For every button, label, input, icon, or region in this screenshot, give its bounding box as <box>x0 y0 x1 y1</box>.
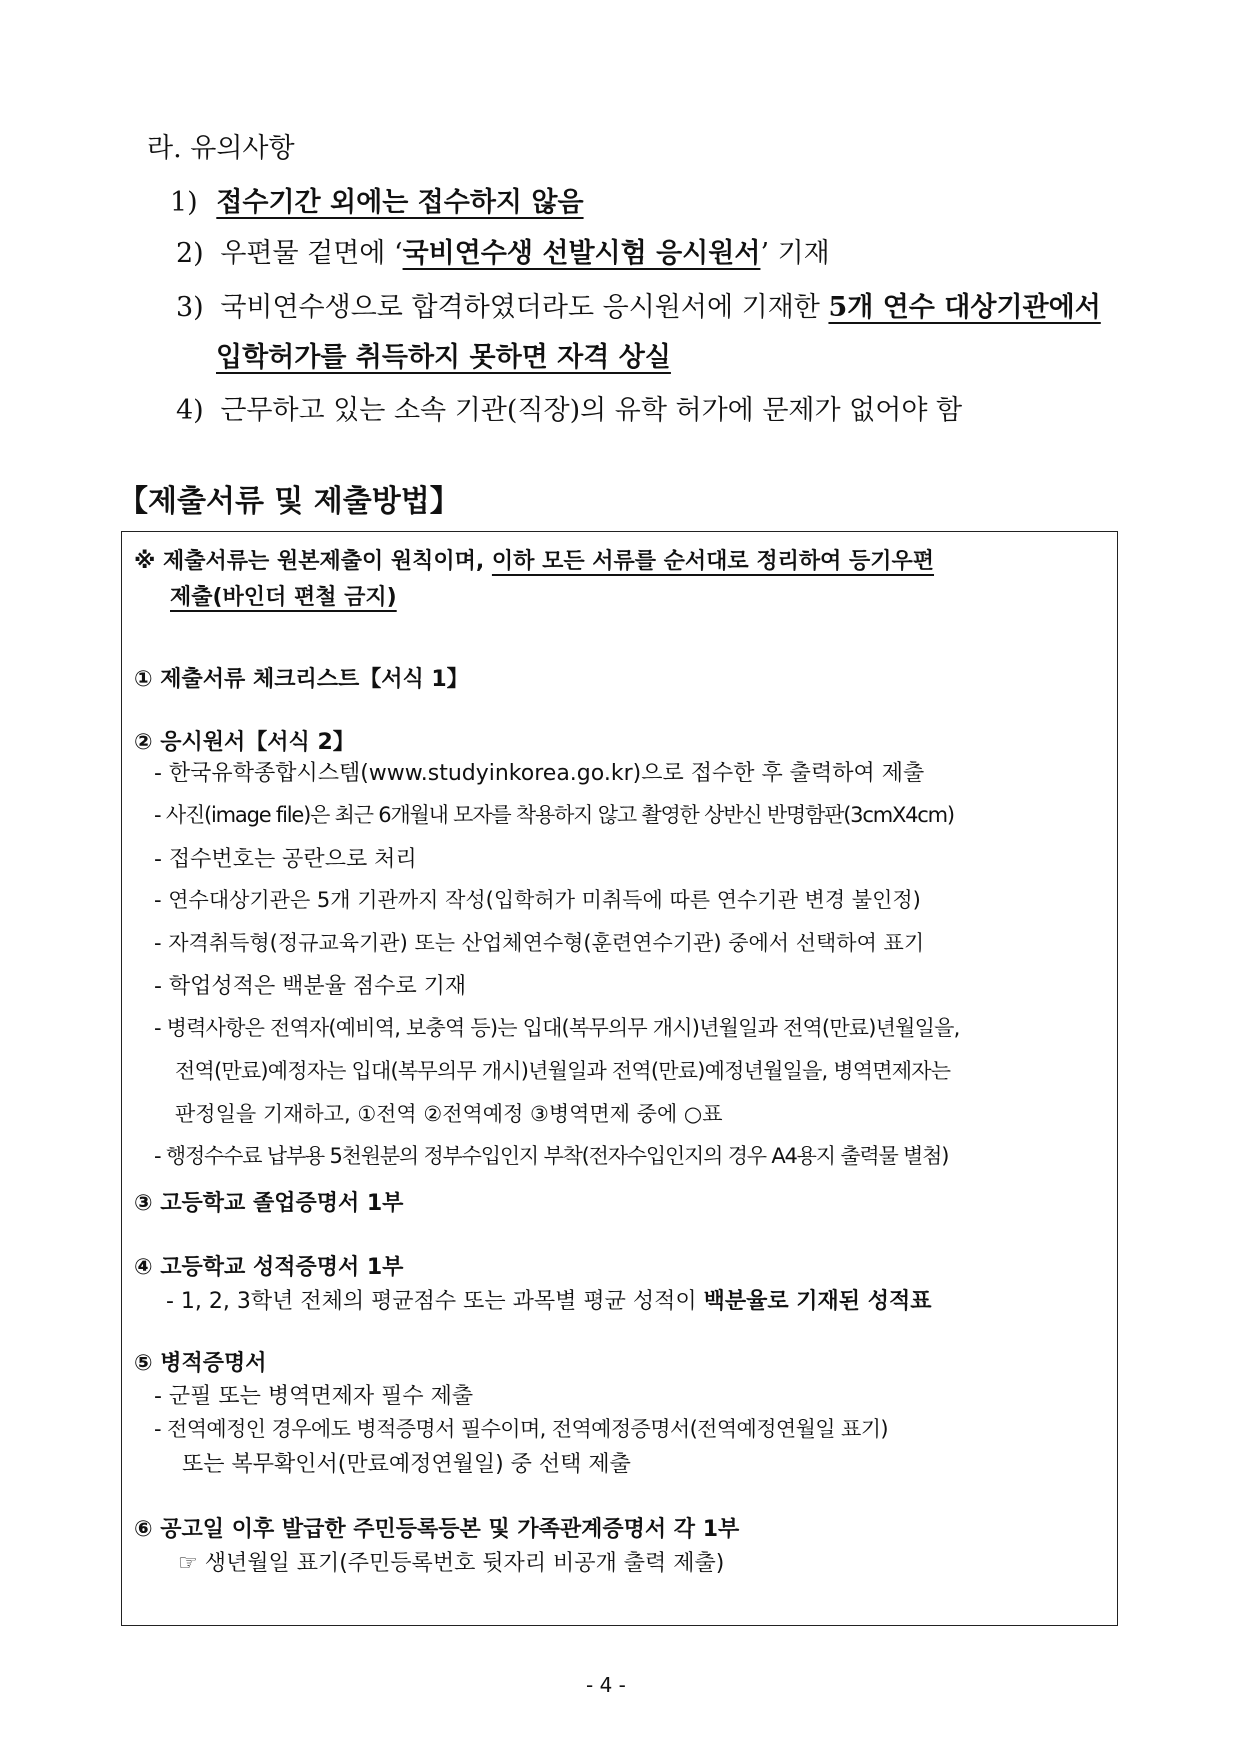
page-number: - 4 - <box>586 1673 626 1697</box>
s2-item: - 행정수수료 납부용 5천원분의 정부수입인지 부착(전자수입인지의 경우 A4용지 출력물 별첨) <box>154 1144 949 1168</box>
box-intro-line2: 제출(바인더 편철 금지) <box>170 585 397 610</box>
note-num: 3) <box>176 292 204 323</box>
note-num: 4) <box>176 395 204 426</box>
note-num: 1) <box>170 187 198 218</box>
box-intro-line1 <box>134 544 934 575</box>
note-item-3-cont: 입학허가를 취득하지 못하면 자격 상실 <box>216 342 671 373</box>
s2-item-cont: 전역(만료)예정자는 입대(복무의무 개시)년월일과 전역(만료)예정년월일을, 병역면제자는 <box>175 1059 951 1083</box>
note-text-bold: 국비연수생 선발시험 응시원서 <box>402 238 761 269</box>
note-text: 근무하고 있는 소속 기관(직장)의 유학 허가에 문제가 없어야 함 <box>220 395 963 426</box>
s6-note: ☞ 생년월일 표기(주민등록번호 뒷자리 비공개 출력 제출) <box>178 1551 725 1576</box>
notes-heading: 라. 유의사항 <box>147 133 295 164</box>
note-text-pre: 국비연수생으로 합격하였더라도 응시원서에 기재한 <box>220 292 829 323</box>
note-text: 접수기간 외에는 접수하지 않음 <box>216 187 584 218</box>
section-title: 【제출서류 및 제출방법】 <box>118 484 460 519</box>
s2-item: - 자격취득형(정규교육기관) 또는 산업체연수형(훈련연수기관) 중에서 선택하여 표기 <box>154 931 925 955</box>
s2-item: - 병력사항은 전역자(예비역, 보충역 등)는 입대(복무의무 개시)년월일과 전역(만료)년월일을, <box>154 1016 960 1040</box>
s5-item-cont: 또는 복무확인서(만료예정연월일) 중 선택 제출 <box>182 1452 631 1477</box>
s5-military-record: ⑤ 병적증명서 <box>134 1351 267 1376</box>
s4-item-pre: - 1, 2, 3학년 전체의 평균점수 또는 과목별 평균 성적이 <box>166 1289 704 1314</box>
s4-transcript: ④ 고등학교 성적증명서 1부 <box>134 1255 404 1280</box>
s3-graduation-cert: ③ 고등학교 졸업증명서 1부 <box>134 1191 404 1216</box>
note-text-post: ’ 기재 <box>760 238 830 269</box>
s2-item: - 한국유학종합시스템(www.studyinkorea.go.kr)으로 접수한 후 출력하여 제출 <box>154 761 925 786</box>
s1-checklist: ① 제출서류 체크리스트【서식 1】 <box>134 667 469 692</box>
box-intro-underline-1: 이하 모든 서류를 순서대로 정리하여 등기우편 <box>491 549 935 574</box>
s5-item: - 전역예정인 경우에도 병적증명서 필수이며, 전역예정증명서(전역예정연월일 표기) <box>154 1417 889 1441</box>
s2-item-cont: 판정일을 기재하고, ①전역 ②전역예정 ③병역면제 중에 ○표 <box>175 1102 723 1126</box>
note-item-2 <box>176 231 830 270</box>
s2-item: - 사진(image file)은 최근 6개월내 모자를 착용하지 않고 촬영한 상반신 반명함판(3cmX4cm) <box>154 803 954 827</box>
note-item-3 <box>176 285 1101 324</box>
s6-resident-registration: ⑥ 공고일 이후 발급한 주민등록등본 및 가족관계증명서 각 1부 <box>134 1517 740 1542</box>
note-item-1 <box>170 180 584 219</box>
s2-application: ② 응시원서【서식 2】 <box>134 730 355 755</box>
note-item-4 <box>176 388 962 427</box>
s4-item-bold: 백분율로 기재된 성적표 <box>703 1289 932 1314</box>
note-text-bold: 5개 연수 대상기관에서 <box>828 292 1101 323</box>
s5-item: - 군필 또는 병역면제자 필수 제출 <box>154 1384 474 1409</box>
s4-item <box>166 1284 931 1315</box>
s2-item: - 학업성적은 백분율 점수로 기재 <box>154 974 467 999</box>
s2-item: - 연수대상기관은 5개 기관까지 작성(입학허가 미취득에 따른 연수기관 변경 불인정) <box>154 888 921 912</box>
box-intro-pre: ※ 제출서류는 원본제출이 원칙이며, <box>134 549 492 574</box>
s2-item: - 접수번호는 공란으로 처리 <box>154 847 417 872</box>
note-text-pre: 우편물 겉면에 ‘ <box>220 238 403 269</box>
note-num: 2) <box>176 238 204 269</box>
